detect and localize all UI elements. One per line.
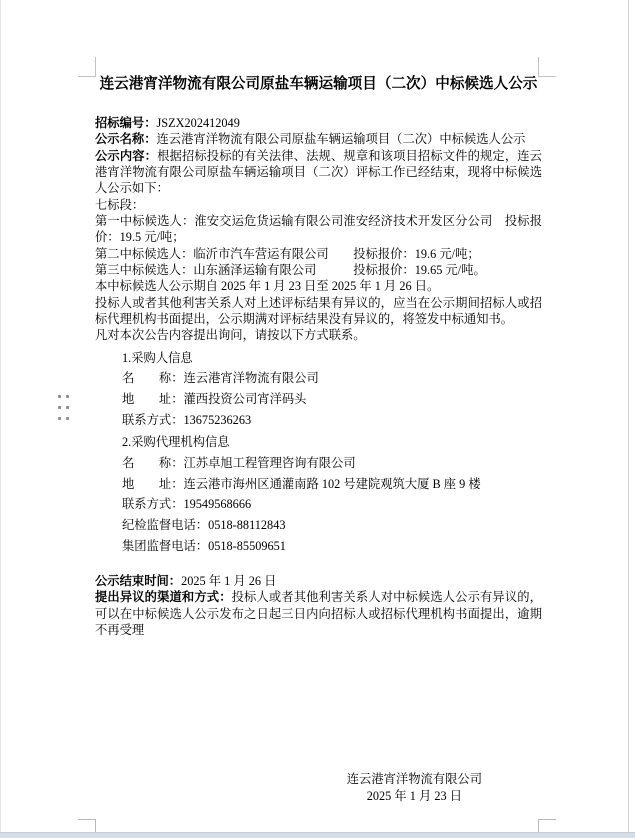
margin-crop-mark-bottom-left [78,819,96,832]
bid-number-value: JSZX202412049 [156,116,240,130]
notice-content-line [95,148,542,197]
notice-name-value: 连云港宵洋物流有限公司原盐车辆运输项目（二次）中标候选人公示 [156,132,526,147]
end-time-label: 公示结束时间： [95,574,182,588]
contact-note-line: 凡对本次公告内容提出询问，请按以下方式联系。 [95,328,366,343]
candidate-line-2: 第二中标候选人：临沂市汽车营运有限公司 投标报价：19.6 元/吨； [95,246,480,261]
purchaser-address: 地 址：灌西投资公司宵洋码头 [122,392,307,407]
agency-contact: 联系方式：19549568666 [122,497,252,512]
notice-content-label: 公示内容： [95,148,158,163]
purchaser-contact: 联系方式：13675236263 [122,412,252,427]
agency-name: 名 称：江苏卓旭工程管理咨询有限公司 [122,455,356,470]
notice-content-value: 根据招标投标的有关法律、法规、规章和该项目招标文件的规定，连云港宵洋物流有限公司原盐车辆运输项目（二次）评标工作已经结束，现将中标候选人公示如下： [95,148,542,196]
page-bottom-boundary [0,832,635,838]
agency-discipline-phone: 纪检监督电话：0518-88112843 [122,517,286,532]
notice-name-label: 公示名称： [95,132,157,147]
publicity-period-line: 本中标候选人公示期自 2025 年 1 月 23 日至 2025 年 1 月 26 日。 [95,279,440,294]
notice-name-line [95,131,542,147]
end-time-line [95,573,542,589]
page-right-edge [628,0,629,832]
document-body [95,68,542,803]
agency-info-section [95,434,542,554]
purchaser-info-section [95,350,542,428]
drag-handle-dots-icon[interactable] [58,395,69,420]
agency-group-phone: 集团监督电话：0518-85509651 [122,538,286,553]
candidate-line-1: 第一中标候选人：淮安交运危货运输有限公司淮安经济技术开发区分公司 投标报价：19.5 元/吨； [95,213,542,245]
objection-note-line: 投标人或者其他利害关系人对上述评标结果有异议的，应当在公示期间招标人或招标代理机构书面提出，公示期满对评标结果没有异议的，将签发中标通知书。 [95,295,542,326]
page-title: 连云港宵洋物流有限公司原盐车辆运输项目（二次）中标候选人公示 [99,76,538,92]
signature-company: 连云港宵洋物流有限公司 [346,772,482,786]
objection-channel-line [95,589,542,638]
section-label: 七标段： [95,197,145,212]
bid-number-label: 招标编号： [95,116,157,130]
candidate-line-3: 第三中标候选人：山东涵泽运输有限公司 投标报价：19.65 元/吨。 [95,262,486,277]
purchaser-name: 名 称：连云港宵洋物流有限公司 [122,371,319,386]
signature-block [347,771,482,805]
closing-section [95,573,542,638]
bid-number-line [95,115,542,131]
objection-channel-label: 提出异议的渠道和方式： [95,590,232,605]
signature-date: 2025 年 1 月 23 日 [366,788,463,803]
agency-heading: 2.采购代理机构信息 [122,435,230,450]
page-left-edge [0,0,1,832]
margin-crop-mark-bottom-right [538,819,556,832]
agency-address: 地 址：连云港市海州区通灌南路 102 号建院观筑大厦 B 座 9 楼 [122,476,481,491]
margin-crop-mark-top-left [78,57,96,77]
objection-channel-value: 投标人或者其他利害关系人对中标候选人公示有异议的，可以在中标候选人公示发布之日起三日内向招标人或招标代理机构书面提出，逾期不再受理 [95,590,542,637]
purchaser-heading: 1.采购人信息 [122,350,193,365]
end-time-value: 2025 年 1 月 26 日 [181,574,277,588]
